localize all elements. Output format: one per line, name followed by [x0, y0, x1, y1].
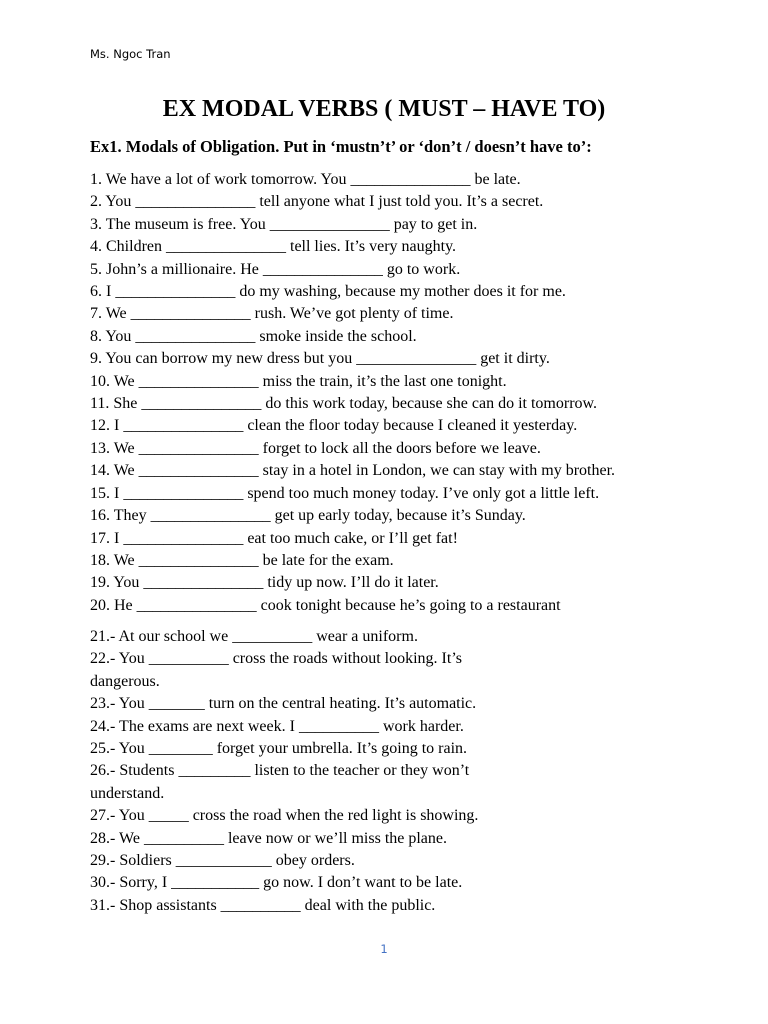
- list-item: 5. John’s a millionaire. He _______________ go to work.: [90, 260, 461, 278]
- list-item: 30.- Sorry, I ___________ go now. I don’t want to be late.: [90, 874, 463, 892]
- list-item: 26.- Students _________ listen to the teacher or they won’t understand.: [90, 762, 470, 802]
- author-name: Ms. Ngoc Tran: [90, 47, 171, 61]
- list-item: 22.- You __________ cross the roads without looking. It’s dangerous.: [90, 650, 462, 690]
- list-item: 31.- Shop assistants __________ deal with the public.: [90, 896, 436, 914]
- list-item: 12. I _______________ clean the floor today because I cleaned it yesterday.: [90, 417, 578, 435]
- list-item: 13. We _______________ forget to lock all the doors before we leave.: [90, 439, 541, 457]
- exercise1-list: [90, 169, 690, 617]
- list-item: 18. We _______________ be late for the exam.: [90, 551, 394, 569]
- list-item: 9. You can borrow my new dress but you _______________ get it dirty.: [90, 350, 550, 368]
- list-item: 24.- The exams are next week. I __________ work harder.: [90, 717, 464, 735]
- list-item: 4. Children _______________ tell lies. It’s very naughty.: [90, 238, 457, 256]
- list-item: 6. I _______________ do my washing, because my mother does it for me.: [90, 283, 566, 301]
- list-item: 29.- Soldiers ____________ obey orders.: [90, 852, 355, 870]
- worksheet-title: EX MODAL VERBS ( MUST – HAVE TO): [162, 96, 606, 122]
- list-item: 1. We have a lot of work tomorrow. You _______________ be late.: [90, 171, 521, 188]
- list-item: 21.- At our school we __________ wear a uniform.: [90, 628, 418, 645]
- list-item: 20. He _______________ cook tonight because he’s going to a restaurant: [90, 596, 561, 614]
- list-item: 7. We _______________ rush. We’ve got plenty of time.: [90, 305, 454, 323]
- list-item: 16. They _______________ get up early today, because it’s Sunday.: [90, 507, 526, 525]
- list-item: 14. We _______________ stay in a hotel in London, we can stay with my brother.: [90, 462, 616, 480]
- list-item: 15. I _______________ spend too much money today. I’ve only got a little left.: [90, 484, 600, 502]
- list-item: 28.- We __________ leave now or we’ll miss the plane.: [90, 829, 448, 847]
- list-item: 2. You _______________ tell anyone what I just told you. It’s a secret.: [90, 193, 544, 211]
- list-item: 10. We _______________ miss the train, it’s the last one tonight.: [90, 372, 507, 390]
- list-item: 19. You _______________ tidy up now. I’ll do it later.: [90, 574, 439, 592]
- list-item: 27.- You _____ cross the road when the red light is showing.: [90, 807, 479, 825]
- list-item: 25.- You ________ forget your umbrella. It’s going to rain.: [90, 740, 468, 758]
- list-item: 11. She _______________ do this work today, because she can do it tomorrow.: [90, 395, 598, 413]
- list-item: 3. The museum is free. You _______________ pay to get in.: [90, 215, 478, 233]
- page-number: 1: [380, 942, 388, 956]
- list-item: 17. I _______________ eat too much cake, or I’ll get fat!: [90, 529, 458, 547]
- list-item: 8. You _______________ smoke inside the school.: [90, 327, 417, 345]
- list-item: 23.- You _______ turn on the central heating. It’s automatic.: [90, 695, 477, 713]
- exercise-instruction: Ex1. Modals of Obligation. Put in ‘mustn’t’ or ‘don’t / doesn’t have to’:: [90, 137, 592, 156]
- exercise2-list: [90, 626, 530, 917]
